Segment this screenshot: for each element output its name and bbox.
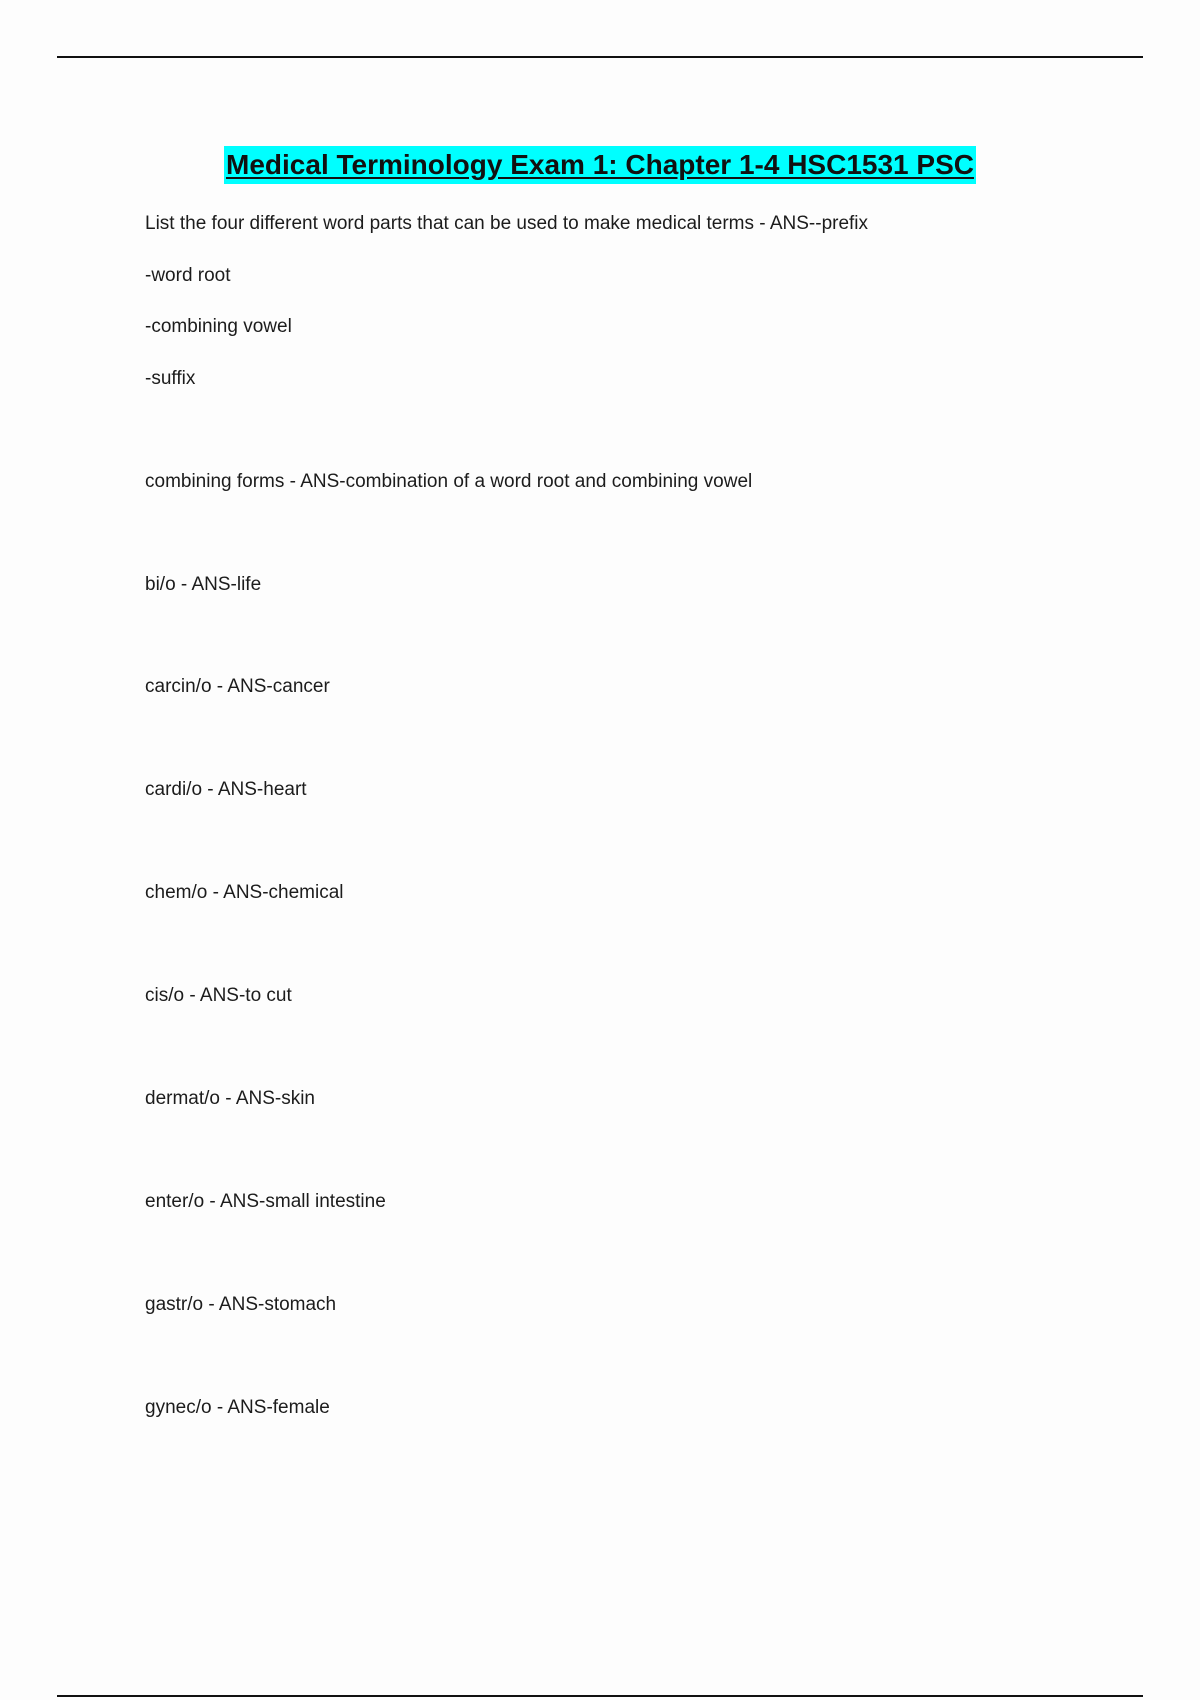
qa-line: chem/o - ANS-chemical xyxy=(145,882,344,903)
document-title: Medical Terminology Exam 1: Chapter 1-4 HSC1531 PSC xyxy=(224,146,976,184)
qa-line: List the four different word parts that can be used to make medical terms - ANS--prefix xyxy=(145,213,869,234)
top-rule xyxy=(57,56,1143,58)
bottom-rule xyxy=(57,1695,1143,1697)
qa-line: -combining vowel xyxy=(145,316,292,337)
qa-line: dermat/o - ANS-skin xyxy=(145,1088,315,1109)
qa-line: cis/o - ANS-to cut xyxy=(145,985,292,1006)
qa-line: cardi/o - ANS-heart xyxy=(145,779,307,800)
qa-line: carcin/o - ANS-cancer xyxy=(145,676,330,697)
qa-line: gastr/o - ANS-stomach xyxy=(145,1294,337,1315)
qa-line: combining forms - ANS-combination of a word root and combining vowel xyxy=(145,471,753,492)
qa-line: -suffix xyxy=(145,368,196,389)
title-container xyxy=(0,146,1200,184)
qa-line: gynec/o - ANS-female xyxy=(145,1397,330,1418)
qa-line: -word root xyxy=(145,265,231,286)
qa-line: enter/o - ANS-small intestine xyxy=(145,1191,386,1212)
qa-line: bi/o - ANS-life xyxy=(145,574,262,595)
